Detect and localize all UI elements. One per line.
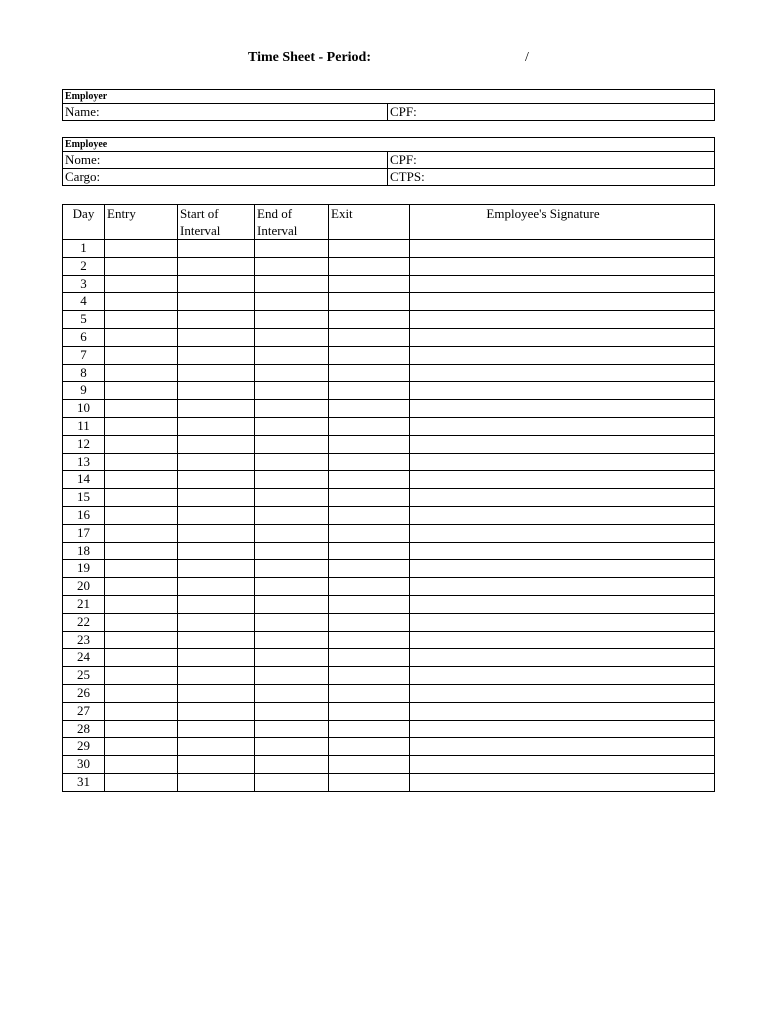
exit-cell[interactable] [329, 631, 410, 649]
entry-cell[interactable] [105, 631, 178, 649]
exit-cell[interactable] [329, 346, 410, 364]
end-interval-cell[interactable] [255, 453, 329, 471]
end-interval-cell[interactable] [255, 417, 329, 435]
day-number: 4 [63, 293, 105, 311]
end-interval-cell[interactable] [255, 667, 329, 685]
day-number: 5 [63, 311, 105, 329]
start-interval-cell[interactable] [178, 631, 255, 649]
start-interval-cell[interactable] [178, 382, 255, 400]
table-row [63, 506, 715, 524]
day-number: 26 [63, 684, 105, 702]
signature-cell[interactable] [410, 293, 715, 311]
signature-cell[interactable] [410, 364, 715, 382]
start-interval-cell[interactable] [178, 328, 255, 346]
signature-cell[interactable] [410, 667, 715, 685]
day-number: 16 [63, 506, 105, 524]
end-interval-cell[interactable] [255, 578, 329, 596]
start-interval-cell[interactable] [178, 417, 255, 435]
timesheet-body [63, 240, 715, 792]
start-interval-cell[interactable] [178, 756, 255, 774]
end-interval-cell[interactable] [255, 542, 329, 560]
start-interval-cell[interactable] [178, 311, 255, 329]
day-number: 17 [63, 524, 105, 542]
table-row [63, 542, 715, 560]
start-interval-cell[interactable] [178, 773, 255, 791]
end-interval-cell[interactable] [255, 720, 329, 738]
table-row [63, 667, 715, 685]
start-interval-cell[interactable] [178, 506, 255, 524]
timesheet-table [62, 204, 715, 792]
end-interval-cell[interactable] [255, 382, 329, 400]
exit-cell[interactable] [329, 756, 410, 774]
signature-cell[interactable] [410, 524, 715, 542]
signature-cell[interactable] [410, 595, 715, 613]
employee-cpf-field[interactable]: CPF: [388, 152, 715, 169]
day-number: 29 [63, 738, 105, 756]
entry-cell[interactable] [105, 578, 178, 596]
day-number: 23 [63, 631, 105, 649]
end-interval-cell[interactable] [255, 240, 329, 258]
entry-cell[interactable] [105, 542, 178, 560]
exit-cell[interactable] [329, 649, 410, 667]
day-number: 24 [63, 649, 105, 667]
signature-cell[interactable] [410, 400, 715, 418]
table-row [63, 453, 715, 471]
end-interval-cell[interactable] [255, 328, 329, 346]
entry-cell[interactable] [105, 649, 178, 667]
start-interval-cell[interactable] [178, 738, 255, 756]
entry-cell[interactable] [105, 328, 178, 346]
day-number: 21 [63, 595, 105, 613]
exit-cell[interactable] [329, 240, 410, 258]
entry-cell[interactable] [105, 346, 178, 364]
start-interval-cell[interactable] [178, 471, 255, 489]
end-interval-cell[interactable] [255, 471, 329, 489]
signature-cell[interactable] [410, 613, 715, 631]
start-interval-cell[interactable] [178, 489, 255, 507]
end-interval-cell[interactable] [255, 702, 329, 720]
day-number: 6 [63, 328, 105, 346]
exit-cell[interactable] [329, 417, 410, 435]
table-row [63, 240, 715, 258]
start-interval-cell[interactable] [178, 560, 255, 578]
end-interval-cell[interactable] [255, 649, 329, 667]
start-interval-cell[interactable] [178, 578, 255, 596]
signature-cell[interactable] [410, 738, 715, 756]
day-number: 11 [63, 417, 105, 435]
exit-cell[interactable] [329, 311, 410, 329]
exit-cell[interactable] [329, 667, 410, 685]
end-interval-cell[interactable] [255, 489, 329, 507]
start-interval-cell[interactable] [178, 524, 255, 542]
table-row [63, 257, 715, 275]
signature-cell[interactable] [410, 542, 715, 560]
end-interval-cell[interactable] [255, 595, 329, 613]
exit-cell[interactable] [329, 400, 410, 418]
exit-cell[interactable] [329, 453, 410, 471]
table-row [63, 649, 715, 667]
start-interval-cell[interactable] [178, 649, 255, 667]
entry-cell[interactable] [105, 489, 178, 507]
entry-cell[interactable] [105, 435, 178, 453]
signature-cell[interactable] [410, 328, 715, 346]
table-row [63, 417, 715, 435]
signature-cell[interactable] [410, 453, 715, 471]
table-row [63, 738, 715, 756]
day-number: 19 [63, 560, 105, 578]
end-interval-cell[interactable] [255, 311, 329, 329]
employee-ctps-field[interactable]: CTPS: [388, 169, 715, 186]
employee-cargo-field[interactable]: Cargo: [63, 169, 388, 186]
exit-cell[interactable] [329, 578, 410, 596]
end-interval-cell[interactable] [255, 738, 329, 756]
signature-cell[interactable] [410, 649, 715, 667]
entry-cell[interactable] [105, 257, 178, 275]
day-number: 1 [63, 240, 105, 258]
period-separator: / [525, 50, 529, 65]
column-header-end-interval: End of Interval [255, 205, 329, 240]
day-number: 3 [63, 275, 105, 293]
start-interval-cell[interactable] [178, 702, 255, 720]
entry-cell[interactable] [105, 453, 178, 471]
end-interval-cell[interactable] [255, 613, 329, 631]
column-header-day: Day [63, 205, 105, 240]
table-row [63, 631, 715, 649]
start-interval-cell[interactable] [178, 293, 255, 311]
exit-cell[interactable] [329, 595, 410, 613]
employer-name-field[interactable]: Name: [63, 104, 388, 121]
table-row [63, 293, 715, 311]
exit-cell[interactable] [329, 613, 410, 631]
end-interval-cell[interactable] [255, 773, 329, 791]
signature-cell[interactable] [410, 471, 715, 489]
table-row [63, 578, 715, 596]
exit-cell[interactable] [329, 702, 410, 720]
day-number: 30 [63, 756, 105, 774]
exit-cell[interactable] [329, 506, 410, 524]
exit-cell[interactable] [329, 435, 410, 453]
signature-cell[interactable] [410, 578, 715, 596]
entry-cell[interactable] [105, 382, 178, 400]
signature-cell[interactable] [410, 435, 715, 453]
start-interval-cell[interactable] [178, 435, 255, 453]
table-row [63, 684, 715, 702]
signature-cell[interactable] [410, 346, 715, 364]
start-interval-cell[interactable] [178, 400, 255, 418]
column-header-exit: Exit [329, 205, 410, 240]
signature-cell[interactable] [410, 240, 715, 258]
exit-cell[interactable] [329, 560, 410, 578]
start-interval-cell[interactable] [178, 684, 255, 702]
start-interval-cell[interactable] [178, 346, 255, 364]
signature-cell[interactable] [410, 560, 715, 578]
entry-cell[interactable] [105, 524, 178, 542]
entry-cell[interactable] [105, 311, 178, 329]
table-row [63, 471, 715, 489]
exit-cell[interactable] [329, 328, 410, 346]
entry-cell[interactable] [105, 275, 178, 293]
column-header-entry: Entry [105, 205, 178, 240]
start-interval-cell[interactable] [178, 240, 255, 258]
day-number: 25 [63, 667, 105, 685]
employee-section-label: Employee [63, 138, 715, 152]
table-row [63, 489, 715, 507]
day-number: 13 [63, 453, 105, 471]
day-number: 15 [63, 489, 105, 507]
entry-cell[interactable] [105, 560, 178, 578]
exit-cell[interactable] [329, 364, 410, 382]
table-row [63, 613, 715, 631]
end-interval-cell[interactable] [255, 684, 329, 702]
signature-cell[interactable] [410, 311, 715, 329]
table-row [63, 595, 715, 613]
timesheet-header-row [63, 205, 715, 240]
entry-cell[interactable] [105, 738, 178, 756]
signature-cell[interactable] [410, 720, 715, 738]
signature-cell[interactable] [410, 489, 715, 507]
signature-cell[interactable] [410, 631, 715, 649]
exit-cell[interactable] [329, 471, 410, 489]
exit-cell[interactable] [329, 542, 410, 560]
page-title: Time Sheet - Period: [248, 50, 371, 65]
end-interval-cell[interactable] [255, 560, 329, 578]
start-interval-cell[interactable] [178, 595, 255, 613]
end-interval-cell[interactable] [255, 435, 329, 453]
exit-cell[interactable] [329, 738, 410, 756]
table-row [63, 435, 715, 453]
signature-cell[interactable] [410, 756, 715, 774]
entry-cell[interactable] [105, 400, 178, 418]
end-interval-cell[interactable] [255, 400, 329, 418]
end-interval-cell[interactable] [255, 506, 329, 524]
employee-name-field[interactable]: Nome: [63, 152, 388, 169]
start-interval-cell[interactable] [178, 667, 255, 685]
day-number: 28 [63, 720, 105, 738]
day-number: 8 [63, 364, 105, 382]
entry-cell[interactable] [105, 240, 178, 258]
signature-cell[interactable] [410, 382, 715, 400]
day-number: 2 [63, 257, 105, 275]
column-header-signature: Employee's Signature [410, 205, 715, 240]
table-row [63, 773, 715, 791]
entry-cell[interactable] [105, 506, 178, 524]
exit-cell[interactable] [329, 489, 410, 507]
entry-cell[interactable] [105, 667, 178, 685]
table-row [63, 756, 715, 774]
exit-cell[interactable] [329, 275, 410, 293]
end-interval-cell[interactable] [255, 346, 329, 364]
entry-cell[interactable] [105, 684, 178, 702]
table-row [63, 346, 715, 364]
table-row [63, 400, 715, 418]
day-number: 27 [63, 702, 105, 720]
end-interval-cell[interactable] [255, 631, 329, 649]
day-number: 18 [63, 542, 105, 560]
employer-cpf-field[interactable]: CPF: [388, 104, 715, 121]
column-header-start-interval: Start of Interval [178, 205, 255, 240]
start-interval-cell[interactable] [178, 275, 255, 293]
day-number: 10 [63, 400, 105, 418]
employer-section [62, 89, 715, 121]
signature-cell[interactable] [410, 257, 715, 275]
end-interval-cell[interactable] [255, 275, 329, 293]
employee-section [62, 137, 715, 186]
table-row [63, 524, 715, 542]
entry-cell[interactable] [105, 773, 178, 791]
start-interval-cell[interactable] [178, 720, 255, 738]
entry-cell[interactable] [105, 702, 178, 720]
entry-cell[interactable] [105, 293, 178, 311]
entry-cell[interactable] [105, 364, 178, 382]
signature-cell[interactable] [410, 773, 715, 791]
end-interval-cell[interactable] [255, 524, 329, 542]
entry-cell[interactable] [105, 756, 178, 774]
end-interval-cell[interactable] [255, 257, 329, 275]
table-row [63, 275, 715, 293]
signature-cell[interactable] [410, 275, 715, 293]
table-row [63, 311, 715, 329]
entry-cell[interactable] [105, 595, 178, 613]
start-interval-cell[interactable] [178, 257, 255, 275]
exit-cell[interactable] [329, 720, 410, 738]
table-row [63, 720, 715, 738]
end-interval-cell[interactable] [255, 756, 329, 774]
table-row [63, 382, 715, 400]
end-interval-cell[interactable] [255, 293, 329, 311]
start-interval-cell[interactable] [178, 613, 255, 631]
table-row [63, 364, 715, 382]
exit-cell[interactable] [329, 773, 410, 791]
table-row [63, 560, 715, 578]
entry-cell[interactable] [105, 720, 178, 738]
exit-cell[interactable] [329, 257, 410, 275]
start-interval-cell[interactable] [178, 364, 255, 382]
exit-cell[interactable] [329, 684, 410, 702]
day-number: 7 [63, 346, 105, 364]
start-interval-cell[interactable] [178, 453, 255, 471]
signature-cell[interactable] [410, 417, 715, 435]
signature-cell[interactable] [410, 506, 715, 524]
exit-cell[interactable] [329, 382, 410, 400]
entry-cell[interactable] [105, 417, 178, 435]
day-number: 14 [63, 471, 105, 489]
exit-cell[interactable] [329, 524, 410, 542]
table-row [63, 328, 715, 346]
entry-cell[interactable] [105, 613, 178, 631]
end-interval-cell[interactable] [255, 364, 329, 382]
employer-section-label: Employer [63, 90, 715, 104]
day-number: 9 [63, 382, 105, 400]
day-number: 12 [63, 435, 105, 453]
start-interval-cell[interactable] [178, 542, 255, 560]
table-row [63, 702, 715, 720]
day-number: 31 [63, 773, 105, 791]
day-number: 20 [63, 578, 105, 596]
signature-cell[interactable] [410, 702, 715, 720]
signature-cell[interactable] [410, 684, 715, 702]
day-number: 22 [63, 613, 105, 631]
exit-cell[interactable] [329, 293, 410, 311]
entry-cell[interactable] [105, 471, 178, 489]
